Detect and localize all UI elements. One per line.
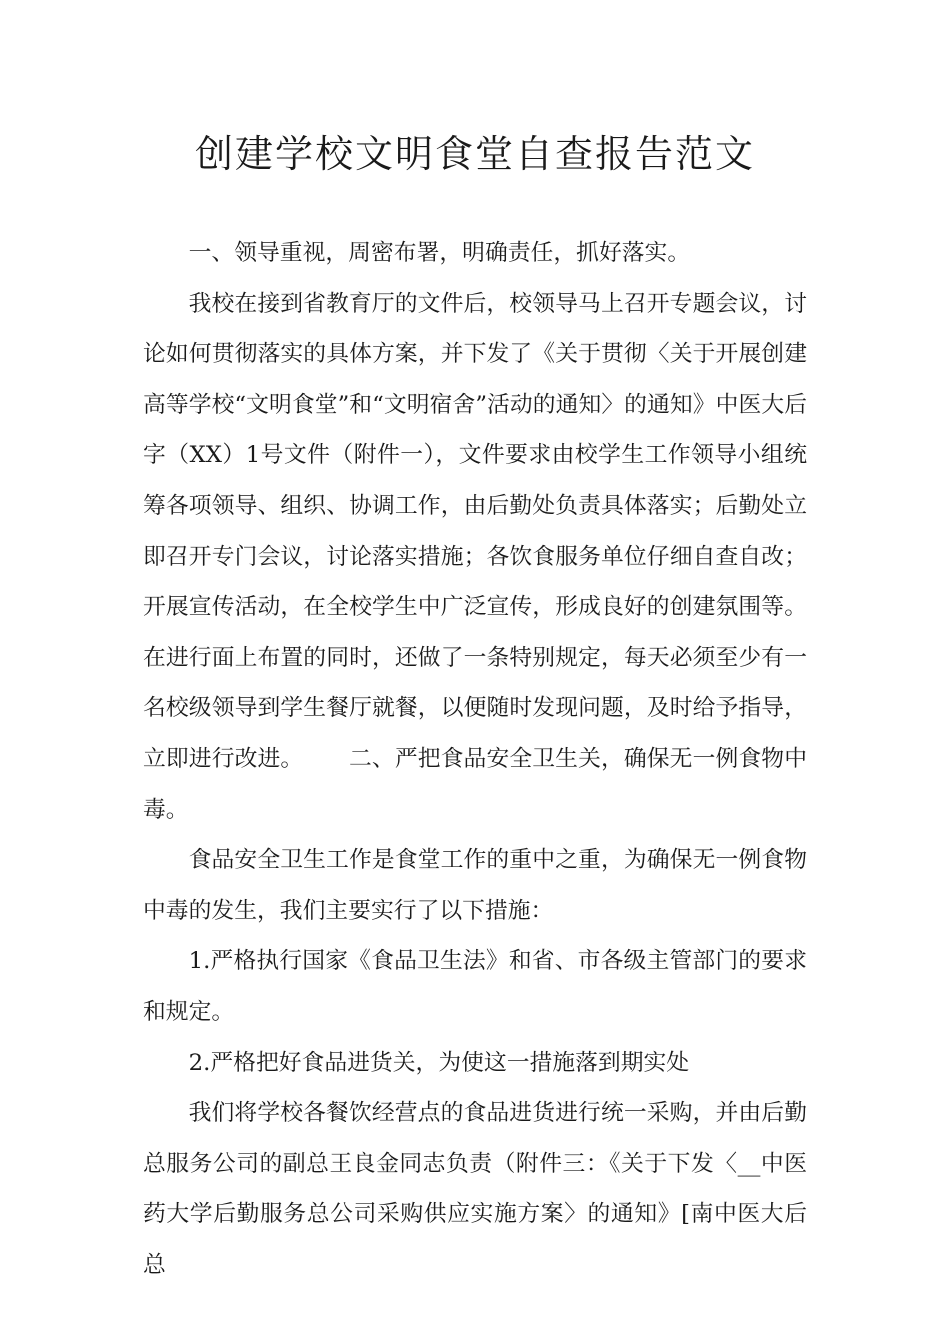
paragraph-item-2: 2.严格把好食品进货关，为使这一措施落到期实处	[188, 1049, 690, 1076]
paragraph-heading-1: 一、领导重视，周密布署，明确责任，抓好落实。	[188, 240, 691, 266]
paragraph-3: 食品安全卫生工作是食堂工作的重中之重，为确保无一例食物中毒的发生，我们主要实行了以下措施：	[143, 847, 807, 924]
paragraph-item-1: 1.严格执行国家《食品卫生法》和省、市各级主管部门的要求和规定。	[143, 948, 807, 1025]
paragraph-6: 我们将学校各餐饮经营点的食品进货进行统一采购，并由后勤总服务公司的副总王良金同志负责（附件三：《关于下发〈__中医药大学后勤服务总公司采购供应实施方案〉的通知》[南中医大后总	[143, 1100, 807, 1278]
paragraph-heading-2: 二、严把食品安全卫生关，确保无一例食物中毒。	[143, 745, 808, 823]
paragraph-2	[143, 279, 807, 836]
paragraph-2-text: 我校在接到省教育厅的文件后，校领导马上召开专题会议，讨论如何贯彻落实的具体方案，并下发了《关于贯彻〈关于开展创建高等学校“文明食堂”和“文明宿舍”活动的通知〉的通知》中医大后字（XX）1号文件（附件一），文件要求由校学生工作领导小组统筹各项领导、组织、协调工作，由后勤处负责具体落实；后勤处立即召开专门会议，讨论落实措施；各饮食服务单位仔细自查自改；开展宣传活动，在全校学生中广泛宣传，形成良好的创建氛围等。在进行面上布置的同时，还做了一条特别规定，每天必须至少有一名校级领导到学生餐厅就餐，以便随时发现问题，及时给予指导，立即进行改进。	[143, 290, 807, 772]
document-body	[143, 228, 807, 1290]
document-title: 创建学校文明食堂自查报告范文	[194, 132, 755, 176]
